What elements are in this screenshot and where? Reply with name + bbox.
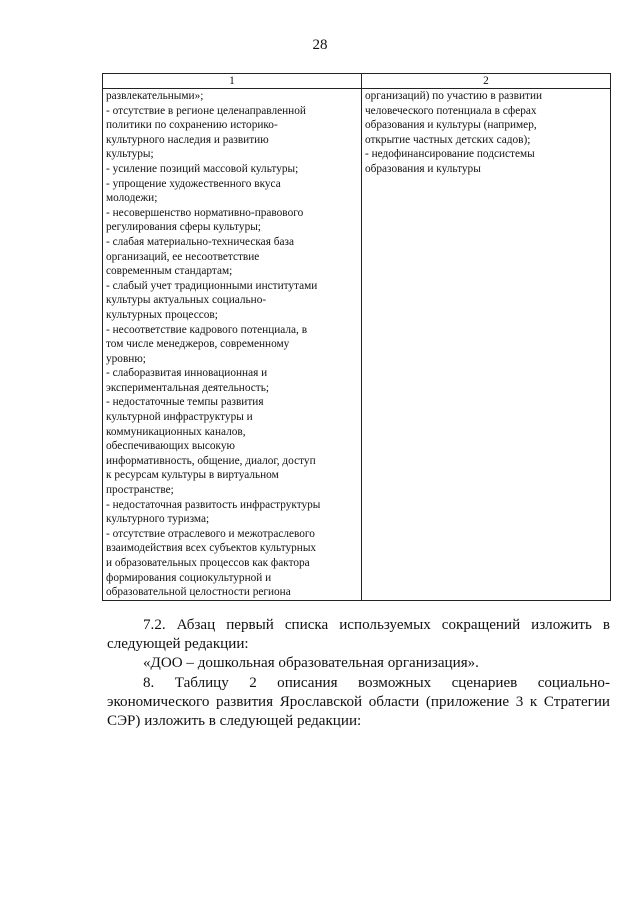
table-cell-col1 [103, 89, 362, 601]
cell-line: образовательной целостности региона [106, 586, 291, 599]
cell-line: культурного наследия и развитию [106, 133, 269, 146]
cell-line: - упрощение художественного вкуса [106, 177, 281, 190]
cell-line: человеческого потенциала в сферах [365, 104, 537, 117]
cell-line: обеспечивающих высокую [106, 440, 235, 453]
cell-line: - отсутствие в регионе целенаправленной [106, 104, 306, 117]
cell-line: организаций, ее несоответствие [106, 250, 260, 263]
table-header-col2: 2 [362, 74, 611, 89]
cell-line: и образовательных процессов как фактора [106, 557, 310, 569]
cell-line: культурного туризма; [106, 513, 210, 526]
paragraph-doo-abbreviation: «ДОО – дошкольная образовательная организация». [143, 655, 479, 672]
table-header-row [103, 74, 611, 89]
cell-line: - слаборазвитая инновационная и [106, 367, 268, 380]
cell-line: - недостаточная развитость инфраструктуры [106, 498, 321, 511]
cell-line: - отсутствие отраслевого и межотраслевого [106, 527, 315, 540]
body-text [107, 616, 610, 731]
cell-line: образования и культуры (например, [365, 119, 537, 132]
cell-line: открытие частных детских садов); [365, 133, 531, 146]
table-header-col1: 1 [103, 74, 362, 89]
cell-line: - недофинансирование подсистемы [365, 148, 535, 161]
cell-line: развлекательными»; [106, 90, 204, 102]
cell-line: регулирования сферы культуры; [106, 221, 261, 234]
cell-line: - слабая материально-техническая база [106, 235, 294, 248]
cell-line: - несовершенство нормативно-правового [106, 206, 304, 219]
cell-line: культуры; [106, 148, 154, 161]
cell-line: современным стандартам; [106, 265, 233, 278]
cell-line: формирования социокультурной и [106, 571, 272, 584]
table-cell-col2 [362, 89, 611, 601]
cell-line: культурной инфраструктуры и [106, 411, 253, 424]
cell-line: - недостаточные темпы развития [106, 396, 264, 409]
table-row [103, 89, 611, 601]
cell-line: пространстве; [106, 484, 174, 497]
cell-line: - слабый учет традиционными институтами [106, 279, 318, 292]
cell-line: - усиление позиций массовой культуры; [106, 162, 299, 175]
cell-line: образования и культуры [365, 162, 481, 175]
cell-line: к ресурсам культуры в виртуальном [106, 469, 279, 482]
cell-line: уровню; [106, 352, 146, 365]
cell-line: политики по сохранению историко- [106, 119, 278, 132]
cell-line: коммуникационных каналов, [106, 425, 246, 438]
paragraph-8: 8. Таблицу 2 описания возможных сценариев социально-экономического развития Ярославской области (приложение 3 к Стратегии СЭР) изложить в следующей редакции: [107, 674, 610, 730]
paragraph-7-2: 7.2. Абзац первый списка используемых сокращений изложить в следующей редакции: [107, 617, 610, 653]
cell-line: культуры актуальных социально- [106, 294, 267, 307]
cell-line: экспериментальная деятельность; [106, 381, 270, 394]
cell-line: организаций) по участию в развитии [365, 90, 543, 102]
document-table [102, 73, 611, 601]
cell-line: культурных процессов; [106, 308, 218, 321]
cell-line: информативность, общение, диалог, доступ [106, 454, 316, 467]
page-number: 28 [312, 37, 328, 53]
cell-line: взаимодействия всех субъектов культурных [106, 542, 317, 555]
cell-line: - несоответствие кадрового потенциала, в [106, 323, 308, 336]
cell-line: том числе менеджеров, современному [106, 338, 290, 351]
cell-line: молодежи; [106, 192, 158, 205]
